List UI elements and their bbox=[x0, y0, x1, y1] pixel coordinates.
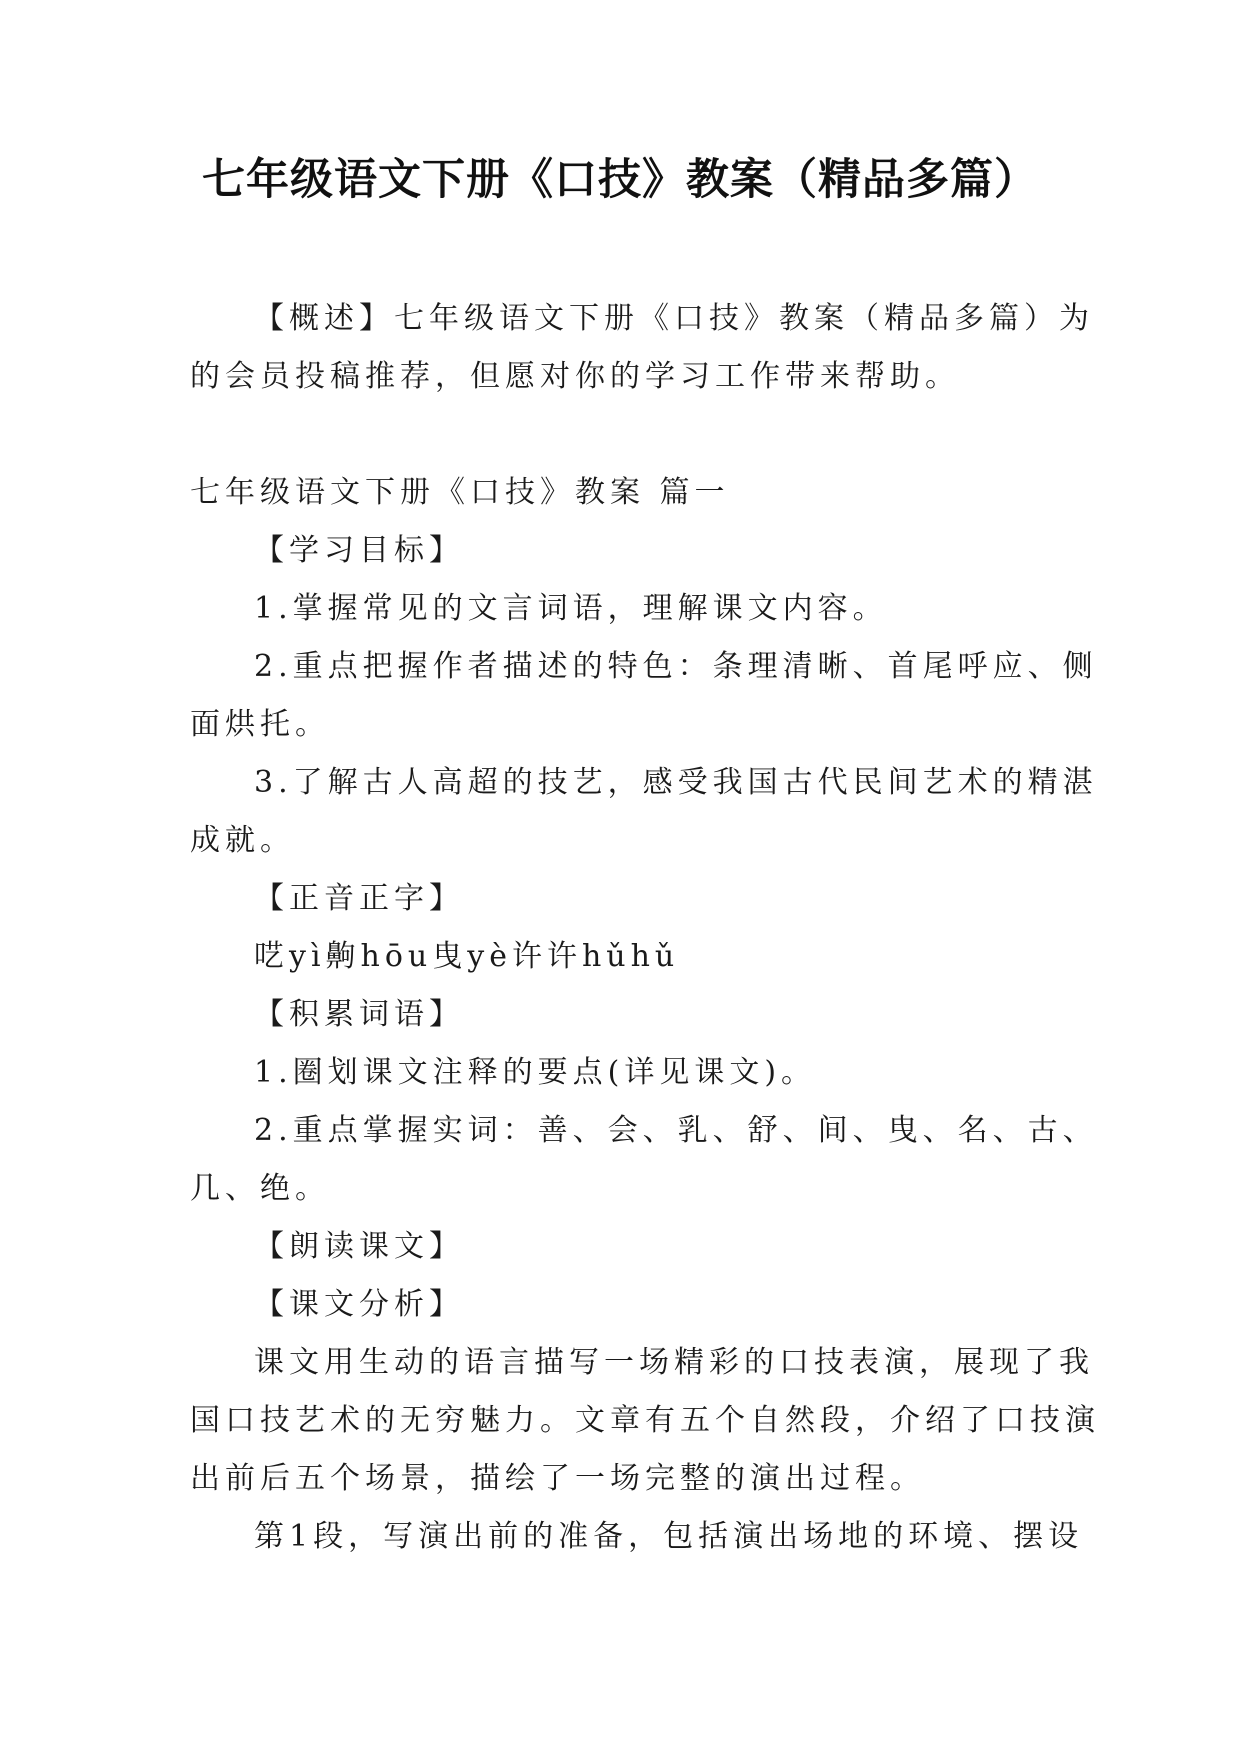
paragraph-line: 2.重点掌握实词：善、会、乳、舒、间、曳、名、古、 bbox=[254, 1113, 1098, 1148]
section-heading: 七年级语文下册《口技》教案 篇一 bbox=[190, 475, 730, 510]
document-body bbox=[190, 290, 1100, 1566]
paragraph-line: 1.掌握常见的文言词语，理解课文内容。 bbox=[254, 591, 888, 626]
subheading-reading: 【朗读课文】 bbox=[254, 1229, 464, 1264]
pinyin-line: 呓yì齁hōu曳yè许许hǔhǔ bbox=[254, 939, 680, 974]
paragraph-line: 第1段，写演出前的准备，包括演出场地的环境、摆设 bbox=[254, 1519, 1084, 1554]
summary-line: 的会员投稿推荐，但愿对你的学习工作带来帮助。 bbox=[190, 359, 960, 394]
paragraph-line: 1.圈划课文注释的要点(详见课文)。 bbox=[254, 1055, 817, 1090]
subheading-vocabulary: 【积累词语】 bbox=[254, 997, 464, 1032]
paragraph-line: 国口技艺术的无穷魅力。文章有五个自然段，介绍了口技演 bbox=[190, 1403, 1100, 1438]
paragraph-line: 3.了解古人高超的技艺，感受我国古代民间艺术的精湛 bbox=[254, 765, 1098, 800]
paragraph-line: 课文用生动的语言描写一场精彩的口技表演，展现了我 bbox=[254, 1345, 1094, 1380]
subheading-pronunciation: 【正音正字】 bbox=[254, 881, 464, 916]
paragraph-line: 面烘托。 bbox=[190, 707, 330, 742]
paragraph-line: 几、绝。 bbox=[190, 1171, 330, 1206]
document-title: 七年级语文下册《口技》教案（精品多篇） bbox=[202, 155, 1038, 205]
paragraph-line: 2.重点把握作者描述的特色：条理清晰、首尾呼应、侧 bbox=[254, 649, 1098, 684]
subheading-learning-goals: 【学习目标】 bbox=[254, 533, 464, 568]
summary-line: 【概述】七年级语文下册《口技》教案（精品多篇）为 bbox=[254, 301, 1094, 336]
paragraph-line: 成就。 bbox=[190, 823, 295, 858]
paragraph-line: 出前后五个场景，描绘了一场完整的演出过程。 bbox=[190, 1461, 925, 1496]
subheading-analysis: 【课文分析】 bbox=[254, 1287, 464, 1322]
